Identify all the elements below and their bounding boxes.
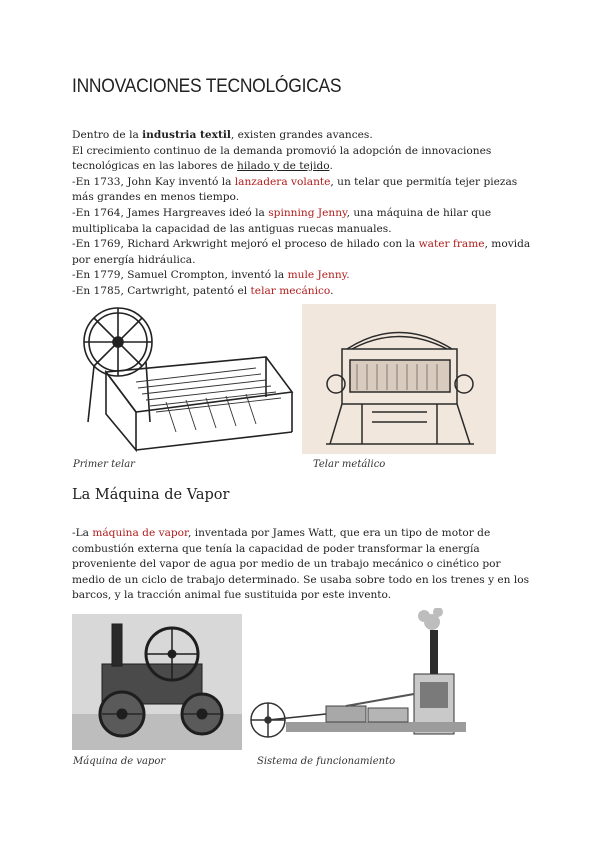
maquina-de-vapor-image bbox=[72, 614, 242, 750]
telar-metalico-image bbox=[302, 304, 496, 454]
bold-term: industria textil bbox=[142, 129, 231, 141]
primer-telar-image bbox=[66, 302, 298, 454]
intro-line-4: -En 1764, James Hargreaves ideó la spinning Jenny, una máquina de hilar que multiplicaba la capacidad de las antiguas ruecas manuales. bbox=[72, 206, 492, 235]
intro-line-1: Dentro de la industria textil, existen grandes avances. bbox=[72, 129, 373, 141]
page-title: INNOVACIONES TECNOLÓGICAS bbox=[72, 76, 342, 97]
vapor-paragraph: -La máquina de vapor, inventada por James Watt, que era un tipo de motor de combustión externa que tenía la capacidad de poder transformar la energía proveniente del vapor de agua por medio de un trabajo mecánico o cinético por medio de un ciclo de trabajo determinado. Se usaba sobre todo en los trenes y en los barcos, y la tracción animal fue sustituida por este invento. bbox=[72, 527, 530, 602]
lanzadera-term: lanzadera volante bbox=[234, 175, 331, 188]
caption-maquina-vapor: Máquina de vapor bbox=[73, 756, 166, 767]
mule-jenny-term: mule Jenny. bbox=[287, 269, 350, 282]
intro-line-3: -En 1733, John Kay inventó la lanzadera volante, un telar que permitía tejer piezas más grandes en menos tiempo. bbox=[72, 175, 518, 204]
intro-line-2: El crecimiento continuo de la demanda promovió la adopción de innovaciones tecnológicas en las labores de hilado y de tejido. bbox=[72, 144, 492, 173]
intro-line-5: -En 1769, Richard Arkwright mejoró el proceso de hilado con la water frame, movida por energía hidráulica. bbox=[72, 238, 531, 266]
intro-paragraph bbox=[72, 128, 532, 300]
telar-mecanico-term: telar mecánico bbox=[250, 284, 331, 297]
hilado-link[interactable]: hilado y de tejido bbox=[237, 160, 330, 173]
sistema-funcionamiento-image bbox=[246, 608, 466, 752]
intro-line-6: -En 1779, Samuel Crompton, inventó la mule Jenny. bbox=[72, 269, 350, 282]
caption-sistema: Sistema de funcionamiento bbox=[257, 756, 396, 767]
caption-telar-metalico: Telar metálico bbox=[313, 459, 386, 470]
spinning-jenny-term: spinning Jenny bbox=[268, 206, 347, 219]
water-frame-term: water frame bbox=[418, 238, 485, 251]
section-heading-vapor: La Máquina de Vapor bbox=[72, 487, 230, 503]
caption-primer-telar: Primer telar bbox=[73, 459, 135, 470]
intro-line-7: -En 1785, Cartwright, patentó el telar mecánico. bbox=[72, 284, 334, 297]
maquina-vapor-term: máquina de vapor bbox=[92, 527, 188, 539]
